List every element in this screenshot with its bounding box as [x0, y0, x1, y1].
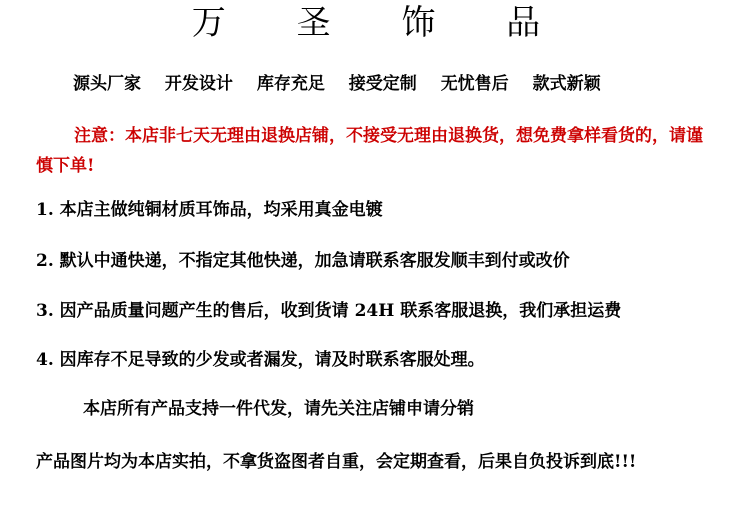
tagline-item: 接受定制 [348, 74, 417, 94]
shop-title: 万 圣 饰 品 [191, 3, 571, 43]
image-copyright-warning: 产品图片均为本店实拍，不拿货盗图者自重，会定期查看，后果自负投诉到底!!! [36, 452, 637, 472]
tagline-row [73, 76, 619, 93]
policy-item: 4. 因库存不足导致的少发或者漏发，请及时联系客服处理。 [36, 350, 485, 370]
dropship-notice: 本店所有产品支持一件代发，请先关注店铺申请分销 [83, 399, 474, 419]
tagline-item: 开发设计 [164, 74, 233, 94]
tagline-item: 无忧售后 [440, 74, 509, 94]
policy-item: 1. 本店主做纯铜材质耳饰品，均采用真金电镀 [36, 200, 383, 220]
return-policy-notice: 注意：本店非七天无理由退换店铺，不接受无理由退换货，想免费拿样看货的，请谨慎下单! [36, 126, 703, 176]
policy-item: 2. 默认中通快递，不指定其他快递，加急请联系客服发顺丰到付或改价 [36, 251, 570, 271]
policy-item: 3. 因产品质量问题产生的售后，收到货请 24H 联系客服退换，我们承担运费 [36, 301, 622, 321]
tagline-item: 源头厂家 [73, 74, 141, 94]
tagline-item: 库存充足 [256, 74, 325, 94]
tagline-item: 款式新颖 [532, 74, 601, 94]
